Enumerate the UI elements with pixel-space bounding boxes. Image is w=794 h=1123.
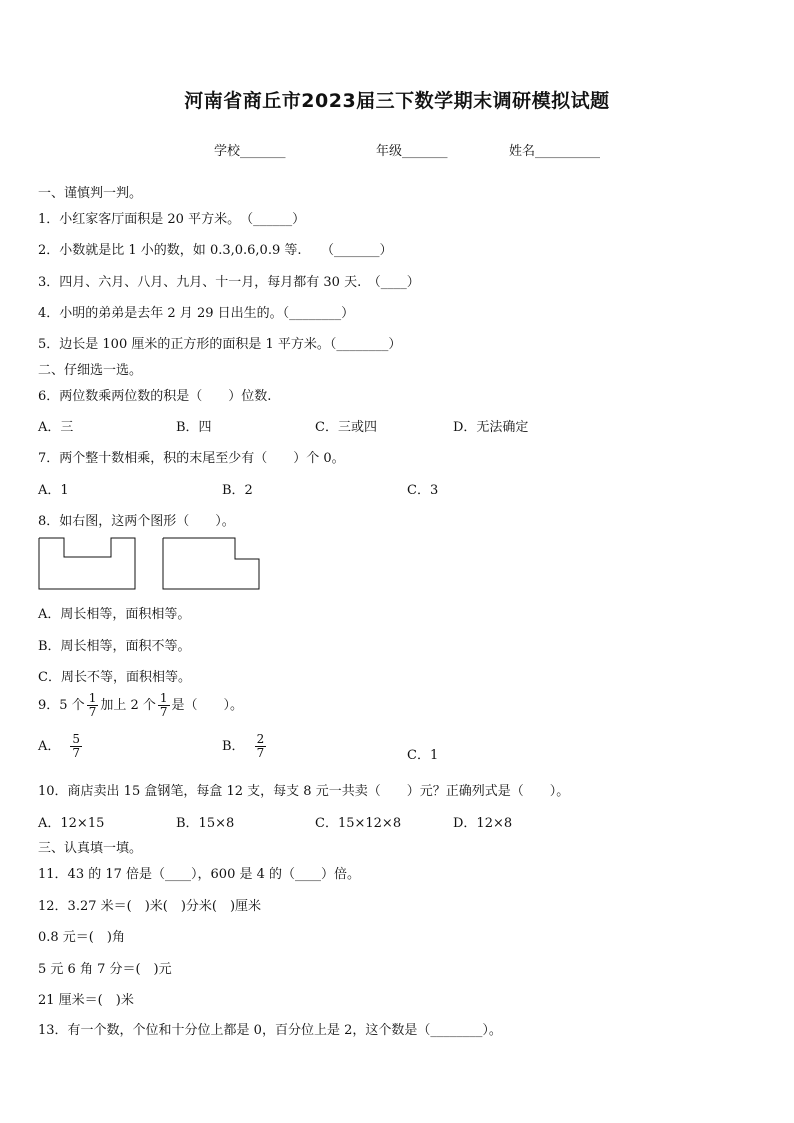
question-1: 1．小红家客厅面积是 20 平方米。 （______） xyxy=(38,212,306,227)
q7-option-a[interactable]: A．1 xyxy=(38,483,69,498)
q6-option-c[interactable]: C．三或四 xyxy=(315,420,377,435)
q9-option-c[interactable]: C．1 xyxy=(407,748,439,763)
question-13: 13．有一个数，个位和十分位上都是 0，百分位上是 2，这个数是（________）。 xyxy=(38,1023,502,1038)
q8-option-c[interactable]: C．周长不等，面积相等。 xyxy=(38,670,191,685)
question-12-part-c: 5 元 6 角 7 分＝( )元 xyxy=(38,962,172,977)
name-field[interactable]: 姓名__________ xyxy=(509,144,601,159)
q9-prefix: 9．5 个 xyxy=(38,698,85,713)
q9-option-a[interactable]: A． $\frac{5}{7}$ xyxy=(38,732,81,760)
q6-option-a[interactable]: A．三 xyxy=(38,420,74,435)
question-12: 12．3.27 米＝( )米( )分米( )厘米 xyxy=(38,899,262,914)
question-12-part-b: 0.8 元＝( )角 xyxy=(38,930,125,945)
question-5: 5．边长是 100 厘米的正方形的面积是 1 平方米。（________） xyxy=(38,337,402,352)
q10-option-c[interactable]: C．15×12×8 xyxy=(315,816,402,831)
grade-field[interactable]: 年级_______ xyxy=(376,144,448,159)
q10-option-d[interactable]: D．12×8 xyxy=(453,816,513,831)
question-12-part-d: 21 厘米＝( )米 xyxy=(38,993,134,1008)
figure-shape-2 xyxy=(162,537,260,590)
q7-option-c[interactable]: C．3 xyxy=(407,483,439,498)
question-11: 11．43 的 17 倍是（____），600 是 4 的（____）倍。 xyxy=(38,867,361,882)
question-8: 8．如右图，这两个图形（ ）。 xyxy=(38,514,235,529)
question-3: 3．四月、六月、八月、九月、十一月，每月都有 30 天. （____） xyxy=(38,275,420,290)
q9-suffix: 是（ ）。 xyxy=(171,698,244,713)
q9-option-b-fraction: $\frac{2}{7}$ xyxy=(256,732,265,760)
q9-fraction-2: $\frac{1}{7}$ xyxy=(159,691,168,719)
q8-option-a[interactable]: A．周长相等，面积相等。 xyxy=(38,607,191,622)
q9-fraction-1: $\frac{1}{7}$ xyxy=(88,691,97,719)
question-6: 6．两位数乘两位数的积是（ ）位数. xyxy=(38,389,272,404)
q9-mid: 加上 2 个 xyxy=(100,698,156,713)
page-title: 河南省商丘市2023届三下数学期末调研模拟试题 xyxy=(184,90,610,112)
q8-option-b[interactable]: B．周长相等，面积不等。 xyxy=(38,639,191,654)
q7-option-b[interactable]: B．2 xyxy=(222,483,253,498)
q6-option-d[interactable]: D．无法确定 xyxy=(453,420,529,435)
q10-option-b[interactable]: B．15×8 xyxy=(176,816,235,831)
figure-shape-1 xyxy=(38,537,136,590)
question-10: 10．商店卖出 15 盒钢笔，每盒 12 支，每支 8 元一共卖（ ）元？正确列式是（ ）。 xyxy=(38,784,570,799)
q6-option-b[interactable]: B．四 xyxy=(176,420,212,435)
section-3-heading: 三、认真填一填。 xyxy=(38,841,143,856)
q9-option-a-fraction: $\frac{5}{7}$ xyxy=(72,732,81,760)
question-4: 4．小明的弟弟是去年 2 月 29 日出生的。（________） xyxy=(38,306,355,321)
section-2-heading: 二、仔细选一选。 xyxy=(38,363,143,378)
question-2: 2．小数就是比 1 小的数，如 0.3,0.6,0.9 等. （_______） xyxy=(38,243,393,258)
q9-option-b[interactable]: B． $\frac{2}{7}$ xyxy=(222,732,265,760)
school-field[interactable]: 学校_______ xyxy=(214,144,286,159)
question-9 xyxy=(38,692,243,719)
question-7: 7．两个整十数相乘，积的末尾至少有（ ）个 0。 xyxy=(38,451,345,466)
section-1-heading: 一、谨慎判一判。 xyxy=(38,186,143,201)
q10-option-a[interactable]: A．12×15 xyxy=(38,816,105,831)
